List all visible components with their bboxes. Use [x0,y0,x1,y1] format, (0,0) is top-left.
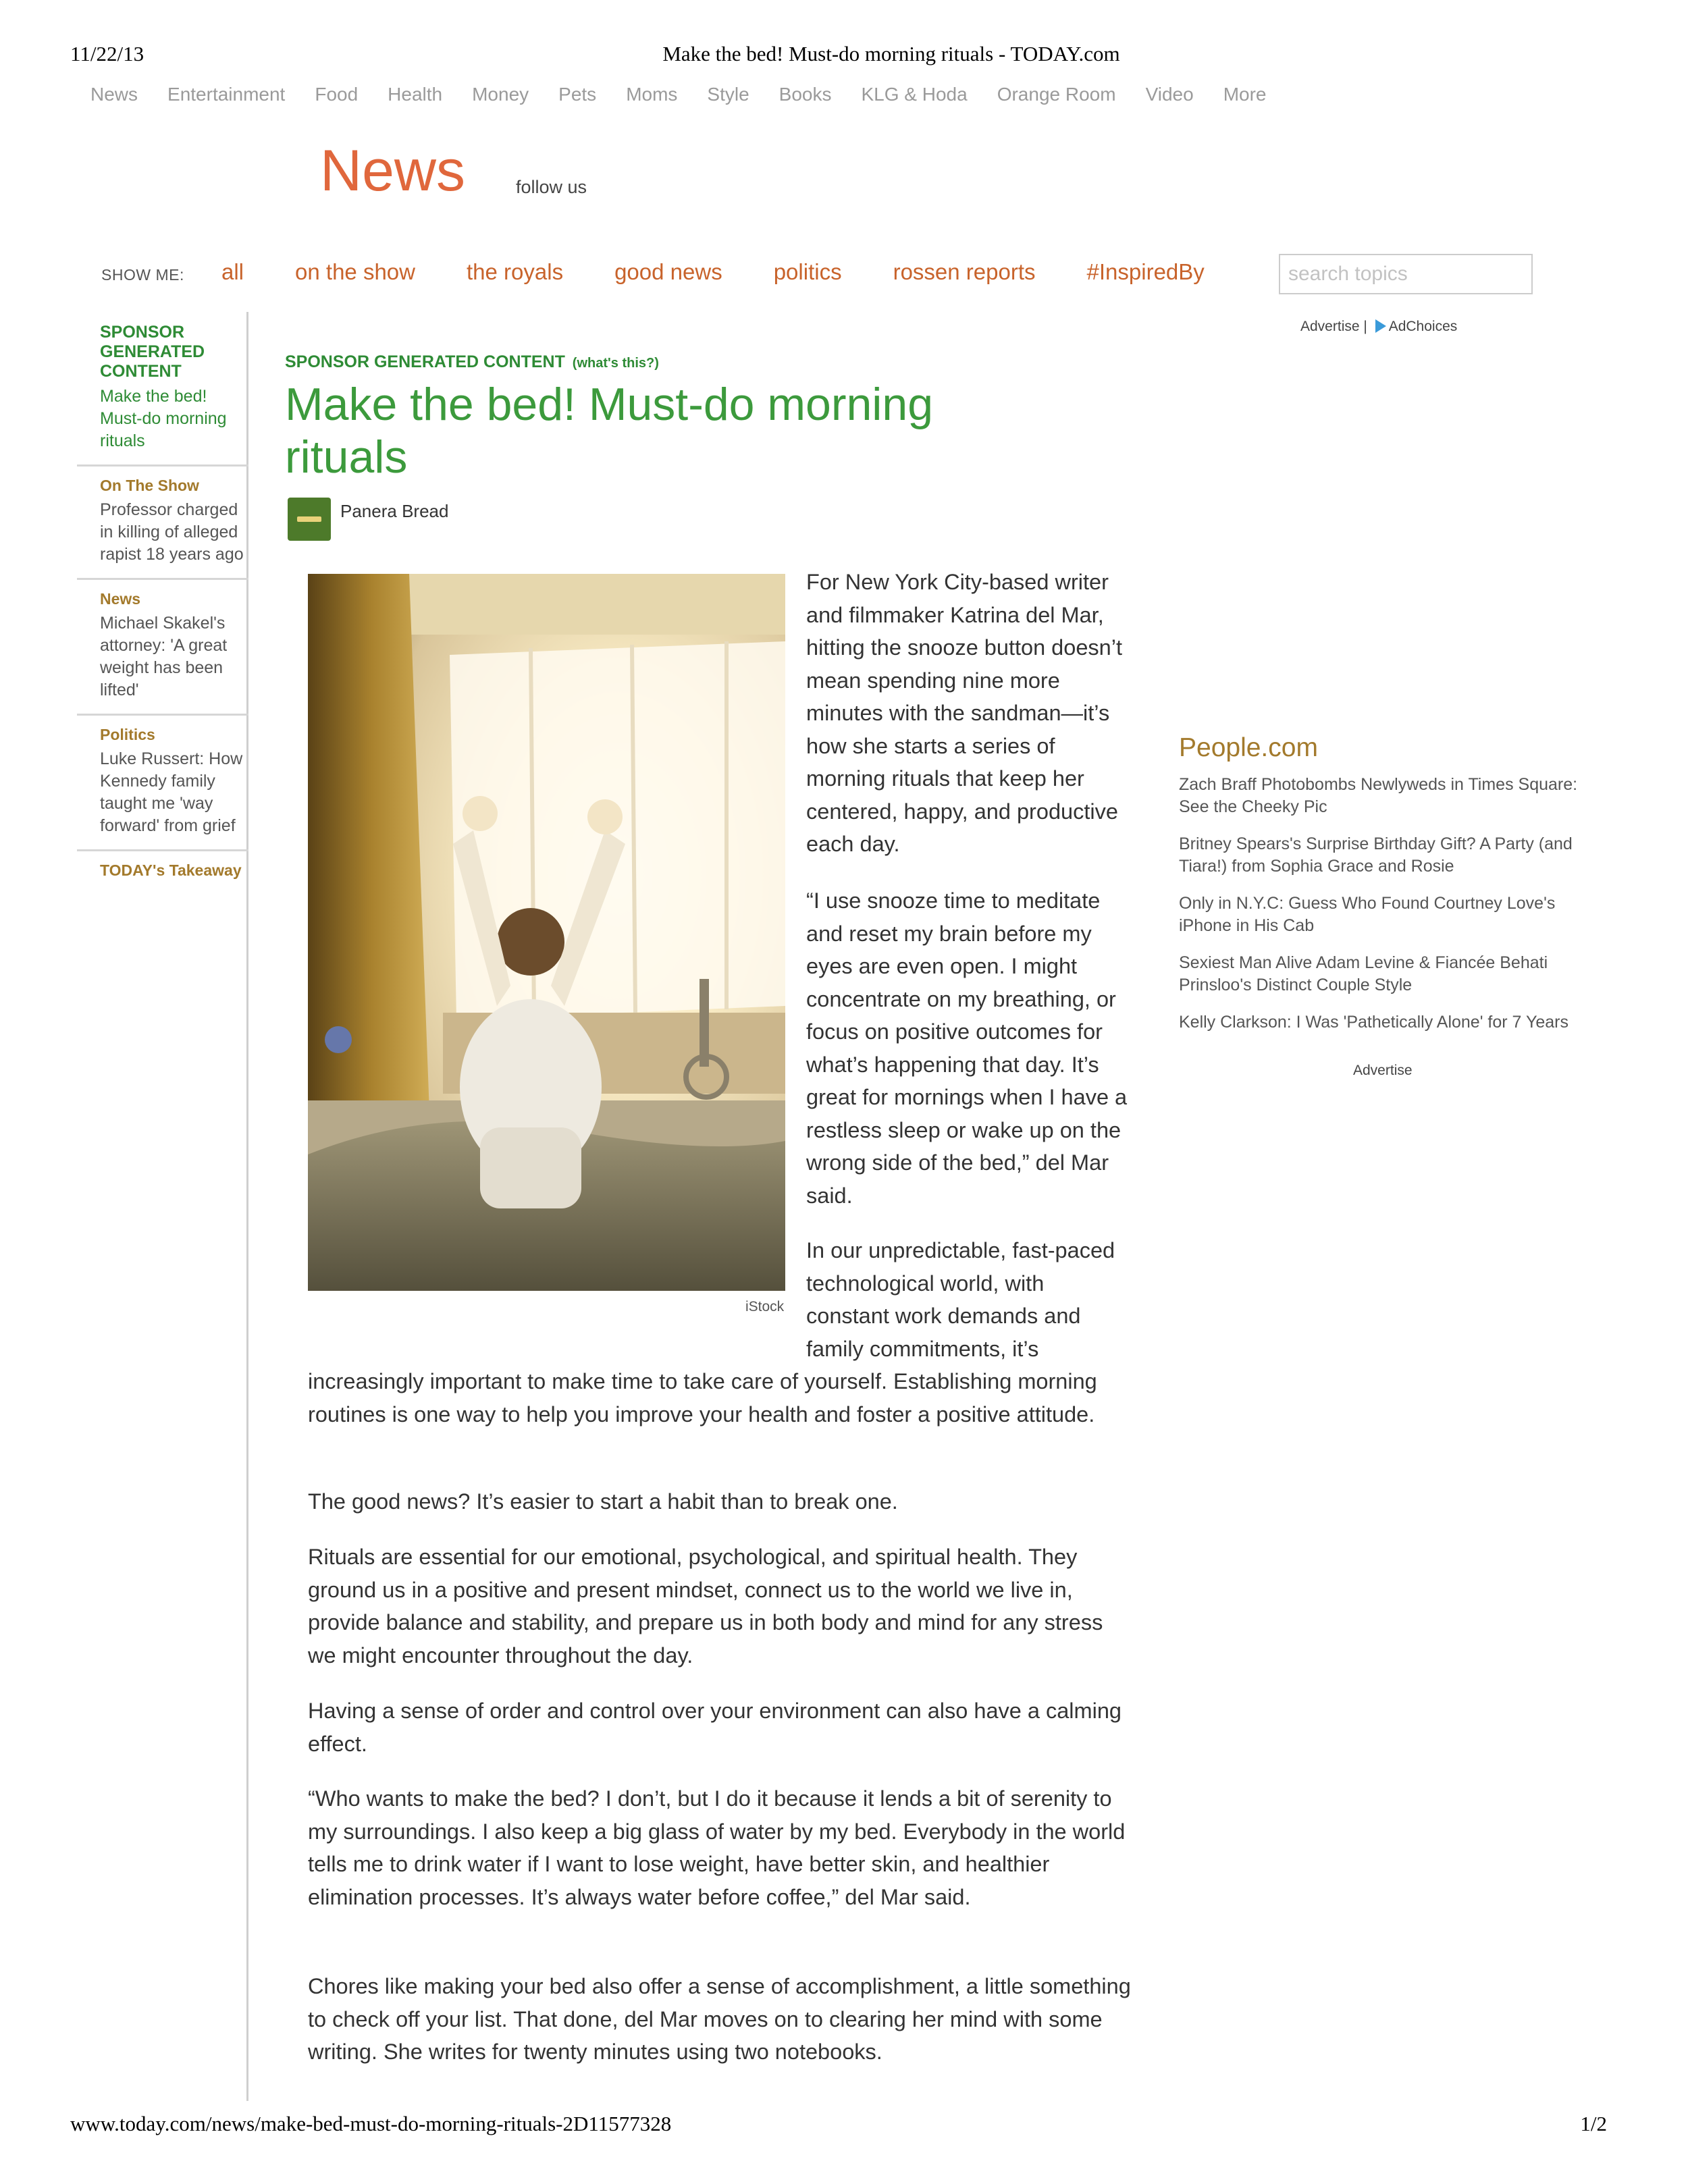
topic-good-news[interactable]: good news [614,259,722,284]
article-author: Panera Bread [340,501,449,521]
people-link[interactable]: Zach Braff Photobombs Newlyweds in Times Square: See the Cheeky Pic [1179,775,1578,816]
left-sidebar [77,312,248,896]
print-date: 11/22/13 [70,42,144,65]
sidebar-link[interactable]: Professor charged in killing of alleged rapist 18 years ago [100,500,244,564]
advertise-top: Advertise | AdChoices [1300,319,1458,334]
photo-credit: iStock [745,1299,785,1314]
print-page-title: Make the bed! Must-do morning rituals - TODAY.com [662,42,1120,65]
people-link[interactable]: Kelly Clarkson: I Was 'Pathetically Alone' for 7 Years [1179,1013,1568,1032]
article-headline: Make the bed! Must-do morning rituals [285,379,934,483]
topic-all[interactable]: all [221,259,244,284]
follow-us-link[interactable]: follow us [516,177,587,197]
sidebar-item-news[interactable] [77,580,248,716]
nav-pets[interactable]: Pets [558,84,597,105]
article-paragraph: For New York City-based writer and filmmaker Katrina del Mar, hitting the snooze button doesn’t mean spending nine more minutes with the sandman—it’s how she starts a series of morning rituals that keep her centered, happy, and productive each day. [806,570,1122,856]
adchoices-link[interactable]: AdChoices [1388,319,1458,334]
nav-entertainment[interactable]: Entertainment [167,84,286,105]
sidebar-category[interactable]: Politics [100,726,155,743]
sponsor-text: SPONSOR GENERATED CONTENT [285,352,565,371]
nav-style[interactable]: Style [707,84,749,105]
nav-money[interactable]: Money [472,84,529,105]
show-me-label: SHOW ME: [101,266,184,284]
people-com-links [1179,774,1598,1048]
nav-books[interactable]: Books [779,84,832,105]
sidebar-item-sponsor[interactable] [77,312,248,467]
sidebar-category[interactable]: TODAY's Takeaway [100,861,242,879]
print-page-number: 1/2 [1580,2112,1607,2135]
nav-moms[interactable]: Moms [626,84,678,105]
article-paragraph: Having a sense of order and control over your environment can also have a calming effect. [308,1699,1122,1756]
nav-food[interactable]: Food [315,84,359,105]
nav-health[interactable]: Health [388,84,443,105]
sidebar-link[interactable]: Make the bed! Must-do morning rituals [100,387,227,450]
article-photo [308,574,785,1291]
nav-klg-hoda[interactable]: KLG & Hoda [861,84,968,105]
panera-logo-icon [288,498,331,541]
sidebar-category[interactable]: On The Show [100,477,199,494]
topic-politics[interactable]: politics [773,259,842,284]
sidebar-category: SPONSOR GENERATED CONTENT [100,323,205,381]
search-topics-input[interactable] [1279,254,1533,294]
advertise-link[interactable]: Advertise [1300,319,1360,334]
adchoices-icon[interactable] [1375,319,1386,333]
nav-orange-room[interactable]: Orange Room [997,84,1116,105]
print-url: www.today.com/news/make-bed-must-do-morning-rituals-2D11577328 [70,2112,672,2135]
topic-inspired-by[interactable]: #InspiredBy [1086,259,1205,284]
nav-video[interactable]: Video [1145,84,1194,105]
whats-this-link[interactable]: (what's this?) [572,356,659,371]
people-link[interactable]: Britney Spears's Surprise Birthday Gift? A Party (and Tiara!) from Sophia Grace and Rosie [1179,834,1573,876]
sidebar-item-on-the-show[interactable] [77,467,248,580]
topic-filter-bar [221,259,1256,285]
sponsor-label [285,352,659,372]
section-title[interactable]: News [320,138,466,203]
article-paragraph: “I use snooze time to meditate and reset my brain before my eyes are even open. I might concentrate on my breathing, or focus on positive outcomes for what’s happening that day. It’s great for mornings when I have a restless sleep or wake up on the wrong side of the bed,” del Mar said. [806,888,1128,1208]
sidebar-link[interactable]: Luke Russert: How Kennedy family taught me 'way forward' from grief [100,749,243,835]
article-paragraph: In our unpredictable, fast-paced technological world, with constant work demands and family commitments, it’s [806,1238,1115,1361]
top-navigation [90,84,1296,105]
people-link[interactable]: Only in N.Y.C: Guess Who Found Courtney Love's iPhone in His Cab [1179,894,1556,935]
people-link[interactable]: Sexiest Man Alive Adam Levine & Fiancée Behati Prinsloo's Distinct Couple Style [1179,953,1548,994]
topic-rossen-reports[interactable]: rossen reports [893,259,1036,284]
article-paragraph: Rituals are essential for our emotional, psychological, and spiritual health. They ground us in a positive and present mindset, connect us to the world we live in, provide balance and stability, and prepare us in both body and mind for any stress we might encounter throughout the day. [308,1545,1103,1668]
sidebar-item-politics[interactable] [77,716,248,851]
nav-more[interactable]: More [1223,84,1267,105]
sidebar-category[interactable]: News [100,590,141,608]
advertise-bottom-link[interactable]: Advertise [1353,1063,1413,1078]
sidebar-item-todays-takeaway[interactable] [77,851,248,896]
article-paragraph: “Who wants to make the bed? I don’t, but I do it because it lends a bit of serenity to my surroundings. I also keep a big glass of water by my bed. Everybody in the world tells me to drink water if I want to lose weight, have better skin, and healthier elimination processes. It’s always water before coffee,” del Mar said. [308,1786,1126,1909]
nav-news[interactable]: News [90,84,138,105]
people-com-title[interactable]: People.com [1179,733,1318,762]
article-paragraph: Chores like making your bed also offer a sense of accomplishment, a little something to check off your list. That done, del Mar moves on to clearing her mind with some writing. She writes for twenty minutes using two notebooks. [308,1974,1131,2064]
article-paragraph: The good news? It’s easier to start a habit than to break one. [308,1489,898,1514]
topic-the-royals[interactable]: the royals [467,259,564,284]
topic-on-the-show[interactable]: on the show [295,259,415,284]
article-paragraph: increasingly important to make time to take care of yourself. Establishing morning routines is one way to help you improve your health and foster a positive attitude. [308,1369,1097,1427]
sidebar-link[interactable]: Michael Skakel's attorney: 'A great weight has been lifted' [100,614,228,699]
